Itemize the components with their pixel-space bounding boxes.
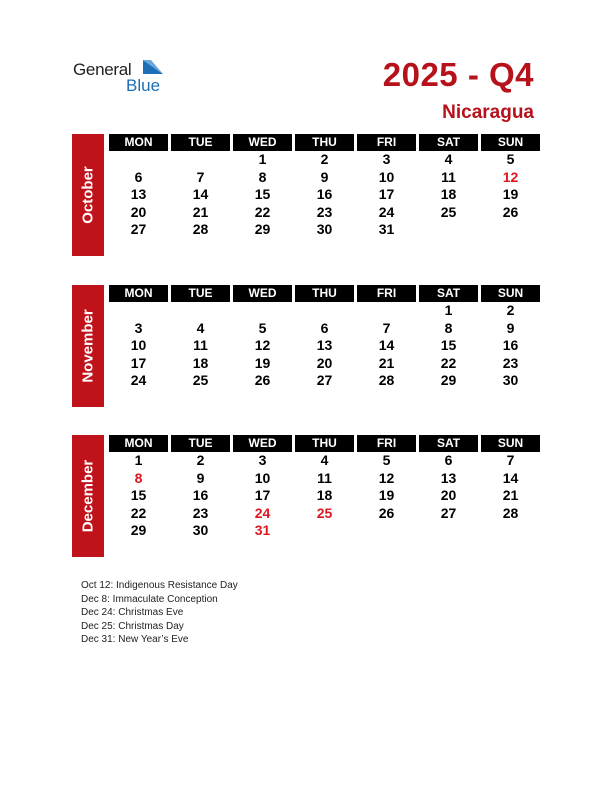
date-cell: 20	[130, 203, 147, 220]
date-cell: 7	[506, 452, 515, 468]
date-cell: 22	[254, 203, 271, 220]
calendar-grid	[109, 134, 540, 239]
empty-cell	[481, 221, 540, 239]
date-cell: 14	[378, 337, 395, 353]
logo-text-general: General	[73, 60, 132, 79]
date-cell: 16	[192, 487, 209, 503]
date-cell: 19	[254, 354, 271, 371]
date-cell: 7	[382, 319, 391, 336]
date-cell: 19	[378, 487, 395, 503]
weekday-header: THU	[295, 134, 354, 151]
date-cell: 30	[316, 221, 333, 237]
date-cell: 27	[316, 372, 333, 388]
empty-cell	[233, 302, 292, 320]
date-cell: 2	[506, 302, 515, 318]
date-cell: 15	[254, 186, 271, 202]
date-cell: 1	[134, 452, 143, 468]
week-row	[109, 302, 540, 320]
date-cell: 1	[444, 302, 453, 318]
weekday-header: THU	[295, 435, 354, 452]
date-cell: 4	[196, 319, 205, 336]
month-label	[72, 285, 104, 407]
weekday-header: WED	[233, 285, 292, 302]
date-cell: 27	[130, 221, 147, 237]
date-cell: 6	[134, 168, 143, 185]
date-cell: 11	[441, 168, 456, 185]
date-cell: 30	[502, 372, 519, 388]
weekday-header: WED	[233, 435, 292, 452]
date-cell: 5	[506, 151, 515, 167]
weekday-header: SUN	[481, 134, 540, 151]
holiday-note: Dec 25: Christmas Day	[81, 620, 184, 632]
date-cell: 10	[254, 469, 271, 486]
week-row	[109, 169, 540, 187]
empty-cell	[357, 302, 416, 320]
date-cell: 21	[192, 203, 209, 220]
holiday-note: Dec 24: Christmas Eve	[81, 607, 184, 619]
weekday-header-row	[109, 435, 540, 452]
empty-cell	[295, 302, 354, 320]
month-name: December	[79, 459, 97, 533]
week-row	[109, 470, 540, 488]
empty-cell	[357, 522, 416, 540]
date-cell: 13	[316, 337, 333, 353]
weekday-header: FRI	[357, 285, 416, 302]
week-row	[109, 204, 540, 222]
date-cell: 22	[440, 354, 457, 371]
date-cell: 29	[254, 221, 271, 237]
weekday-header: FRI	[357, 134, 416, 151]
date-cell: 26	[502, 203, 519, 220]
weekday-header: SAT	[419, 285, 478, 302]
month-label	[72, 134, 104, 256]
week-row	[109, 487, 540, 505]
date-cell: 9	[196, 469, 205, 486]
empty-cell	[419, 522, 478, 540]
weekday-header: TUE	[171, 435, 230, 452]
date-cell: 17	[254, 487, 271, 503]
date-cell: 29	[440, 372, 457, 388]
month-label	[72, 435, 104, 557]
weekday-header: FRI	[357, 435, 416, 452]
weekday-header: SUN	[481, 435, 540, 452]
date-cell: 22	[130, 504, 147, 521]
date-cell: 13	[440, 469, 457, 486]
date-cell: 23	[316, 203, 333, 220]
date-cell: 28	[192, 221, 209, 237]
date-cell: 3	[134, 319, 143, 336]
empty-cell	[171, 151, 230, 169]
date-cell: 6	[444, 452, 453, 468]
holiday-date-cell: 31	[254, 522, 271, 538]
weekday-header: TUE	[171, 134, 230, 151]
weekday-header: SUN	[481, 285, 540, 302]
empty-cell	[481, 522, 540, 540]
week-row	[109, 151, 540, 169]
date-cell: 25	[440, 203, 457, 220]
date-cell: 11	[193, 337, 208, 353]
date-cell: 4	[320, 452, 329, 468]
date-cell: 12	[378, 469, 395, 486]
page-title: 2025 - Q4	[382, 56, 534, 93]
logo-text-blue: Blue	[126, 76, 161, 95]
empty-cell	[109, 151, 168, 169]
calendar-grid	[109, 435, 540, 540]
date-cell: 10	[378, 168, 395, 185]
weekday-header: MON	[109, 285, 168, 302]
date-cell: 19	[502, 186, 519, 202]
weekday-header: SAT	[419, 435, 478, 452]
date-cell: 1	[258, 151, 267, 167]
week-row	[109, 452, 540, 470]
date-cell: 3	[258, 452, 267, 468]
date-cell: 15	[440, 337, 457, 353]
date-cell: 2	[196, 452, 205, 468]
date-cell: 13	[130, 186, 147, 202]
date-cell: 18	[192, 354, 209, 371]
holiday-note: Dec 31: New Year’s Eve	[81, 634, 189, 646]
date-cell: 6	[320, 319, 329, 336]
date-cell: 9	[320, 168, 329, 185]
date-cell: 4	[444, 151, 453, 167]
date-cell: 29	[130, 522, 147, 538]
date-cell: 8	[258, 168, 267, 185]
week-row	[109, 337, 540, 355]
date-cell: 8	[444, 319, 453, 336]
date-cell: 26	[378, 504, 395, 521]
week-row	[109, 355, 540, 373]
holiday-notes	[81, 579, 238, 647]
date-cell: 5	[382, 452, 391, 468]
date-cell: 17	[130, 354, 147, 371]
date-cell: 2	[320, 151, 329, 167]
weekday-header: MON	[109, 134, 168, 151]
weekday-header: MON	[109, 435, 168, 452]
date-cell: 3	[382, 151, 391, 167]
weekday-header: WED	[233, 134, 292, 151]
date-cell: 28	[378, 372, 395, 388]
week-row	[109, 522, 540, 540]
weekday-header-row	[109, 285, 540, 302]
date-cell: 9	[506, 319, 515, 336]
date-cell: 14	[502, 469, 519, 486]
date-cell: 23	[192, 504, 209, 521]
date-cell: 25	[192, 372, 209, 388]
date-cell: 7	[196, 168, 205, 185]
generalblue-logo	[73, 58, 173, 98]
empty-cell	[171, 302, 230, 320]
date-cell: 18	[316, 487, 333, 503]
week-row	[109, 320, 540, 338]
holiday-date-cell: 25	[316, 504, 333, 521]
date-cell: 30	[192, 522, 209, 538]
date-cell: 27	[440, 504, 457, 521]
empty-cell	[109, 302, 168, 320]
calendar-grid	[109, 285, 540, 390]
holiday-date-cell: 8	[134, 469, 143, 486]
date-cell: 16	[502, 337, 519, 353]
date-cell: 16	[316, 186, 333, 202]
date-cell: 21	[378, 354, 395, 371]
date-cell: 12	[254, 337, 271, 353]
week-row	[109, 221, 540, 239]
month-name: October	[79, 166, 97, 224]
date-cell: 21	[502, 487, 519, 503]
date-cell: 10	[130, 337, 147, 353]
empty-cell	[419, 221, 478, 239]
date-cell: 18	[440, 186, 457, 202]
date-cell: 23	[502, 354, 519, 371]
country-name: Nicaragua	[442, 102, 534, 123]
week-row	[109, 505, 540, 523]
date-cell: 20	[316, 354, 333, 371]
week-row	[109, 186, 540, 204]
holiday-date-cell: 24	[254, 504, 271, 521]
date-cell: 17	[378, 186, 395, 202]
holiday-note: Dec 8: Immaculate Conception	[81, 593, 218, 605]
date-cell: 31	[378, 221, 395, 237]
holiday-date-cell: 12	[502, 168, 519, 185]
date-cell: 5	[258, 319, 267, 336]
date-cell: 20	[440, 487, 457, 503]
date-cell: 14	[192, 186, 209, 202]
weekday-header: TUE	[171, 285, 230, 302]
date-cell: 24	[130, 372, 147, 388]
date-cell: 11	[317, 469, 332, 486]
weekday-header: THU	[295, 285, 354, 302]
holiday-note: Oct 12: Indigenous Resistance Day	[81, 580, 238, 591]
weekday-header: SAT	[419, 134, 478, 151]
date-cell: 15	[130, 487, 147, 503]
date-cell: 26	[254, 372, 271, 388]
date-cell: 24	[378, 203, 395, 220]
week-row	[109, 372, 540, 390]
weekday-header-row	[109, 134, 540, 151]
date-cell: 28	[502, 504, 519, 521]
empty-cell	[295, 522, 354, 540]
month-name: November	[79, 309, 97, 383]
